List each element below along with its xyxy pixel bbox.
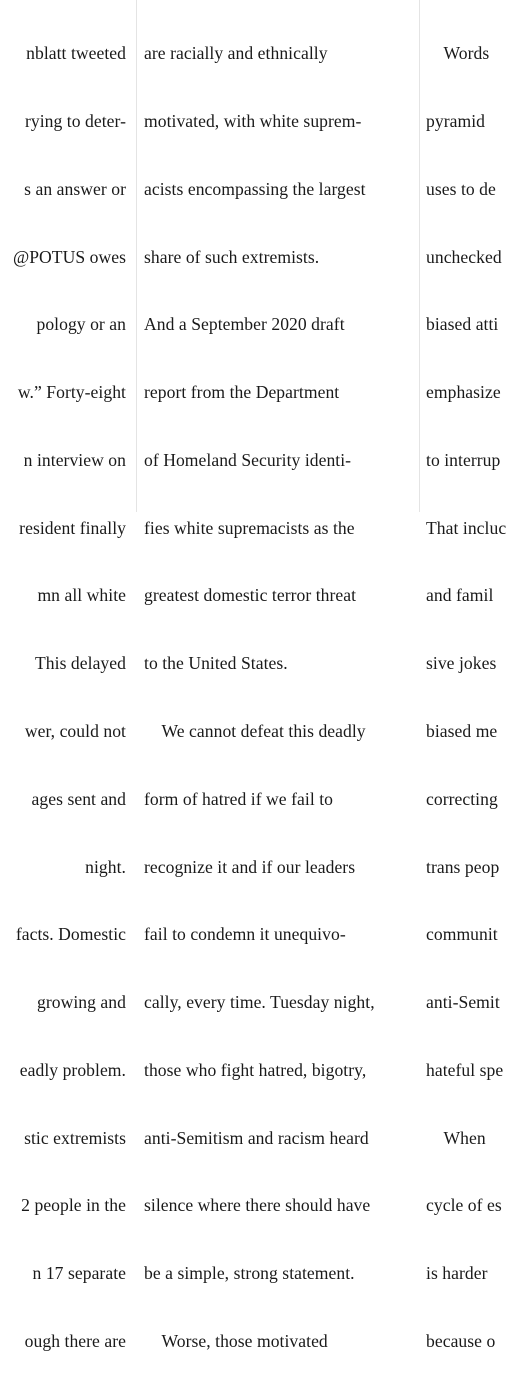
text-line: fies white supremacists as the — [144, 517, 355, 538]
text-line: We cannot defeat this deadly — [144, 721, 366, 741]
text-line: biased atti — [426, 314, 499, 335]
text-line: ough there are — [24, 1331, 126, 1352]
text-line: correcting — [426, 788, 498, 809]
text-line: When — [426, 1127, 486, 1148]
text-line: Worse, those motivated — [144, 1331, 328, 1352]
text-line: eadly problem. — [19, 1059, 126, 1080]
text-line: And a September 2020 draft — [144, 314, 345, 335]
text-line: rying to deter- — [24, 110, 126, 131]
text-line: growing and — [32, 992, 126, 1013]
text-line: motivated, with white suprem- — [144, 110, 362, 131]
text-column-right — [426, 0, 512, 1398]
text-line: greatest domestic terror threat — [144, 585, 357, 606]
text-line: cally, every time. Tuesday night, — [144, 992, 375, 1013]
text-line: resident finally — [19, 517, 126, 538]
text-line: of Homeland Security identi- — [144, 449, 352, 470]
column-divider — [419, 0, 420, 512]
text-line: report from the Department — [144, 382, 340, 403]
text-line: stic extremists — [24, 1127, 126, 1148]
text-line: wer, could not — [24, 721, 126, 741]
text-line: w.” Forty-eight — [17, 382, 126, 403]
text-line: are racially and ethnically — [144, 43, 328, 64]
text-line: trans peop — [426, 856, 500, 877]
text-line: This delayed — [30, 653, 126, 674]
text-line: nblatt tweeted — [26, 43, 126, 64]
text-line: because o — [426, 1331, 496, 1352]
text-line: hateful spe — [426, 1059, 504, 1080]
text-line: anti-Semit — [426, 992, 500, 1013]
text-line: those who fight hatred, bigotry, — [144, 1059, 367, 1080]
text-line: night. — [85, 856, 126, 877]
text-line: form of hatred if we fail to — [144, 788, 333, 809]
text-line: to the United States. — [144, 653, 288, 674]
text-line: unchecked — [426, 246, 502, 267]
text-line: n interview on — [23, 449, 126, 470]
text-line: recognize it and if our leaders — [144, 856, 356, 877]
text-line: 2 people in the — [21, 1195, 126, 1216]
text-line: anti-Semitism and racism heard — [144, 1127, 369, 1148]
text-line: and famil — [426, 585, 494, 606]
text-line: mn all white — [37, 585, 126, 606]
text-line: pyramid — [426, 110, 485, 131]
text-line: facts. Domestic — [15, 924, 126, 945]
text-line: be a simple, strong statement. — [144, 1263, 355, 1284]
text-line: @POTUS owes — [12, 246, 126, 267]
text-line: pology or an — [36, 314, 126, 335]
text-line: ages sent and — [31, 788, 126, 809]
text-line: silence where there should have — [144, 1195, 371, 1216]
text-line: s an answer or — [24, 178, 126, 199]
text-line: emphasize — [426, 382, 501, 403]
text-column-middle — [144, 0, 412, 1398]
text-line: uses to de — [426, 178, 496, 199]
text-line: biased me — [426, 721, 498, 741]
text-column-left — [0, 0, 128, 1398]
column-divider — [136, 0, 137, 512]
text-line: to interrup — [426, 449, 501, 470]
text-line: sive jokes — [426, 653, 497, 674]
text-line: That incluc — [426, 517, 507, 538]
text-line: fail to condemn it unequivo- — [144, 924, 346, 945]
text-line: acists encompassing the largest — [144, 178, 366, 199]
text-line: is harder — [426, 1263, 488, 1284]
text-line: share of such extremists. — [144, 246, 320, 267]
text-line: communit — [426, 924, 498, 945]
text-line: n 17 separate — [32, 1263, 126, 1284]
text-line: Words — [426, 43, 490, 64]
text-line: cycle of es — [426, 1195, 502, 1216]
